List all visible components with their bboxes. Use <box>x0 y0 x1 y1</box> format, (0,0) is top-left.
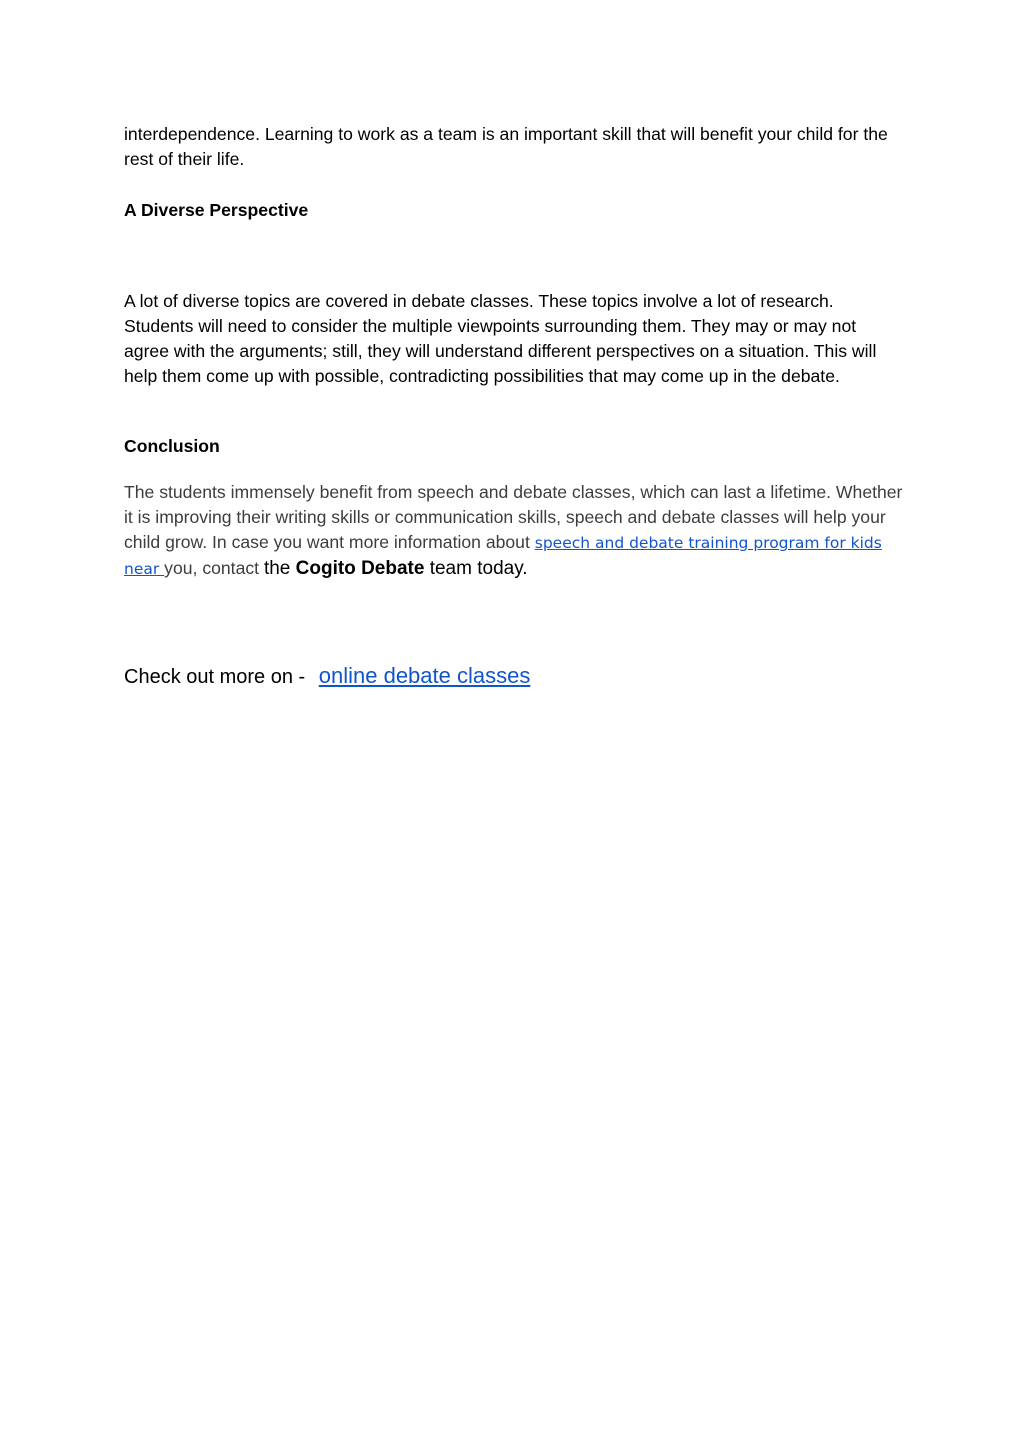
diverse-perspective-paragraph: A lot of diverse topics are covered in debate classes. These topics involve a lot of research. Students will need to consider the multiple viewpoints surrounding them. They may or may not agree with the arguments; still, they will understand different perspectives on a situation. This will help them come up with possible, contradicting possibilities that may come up in the debate. <box>124 291 877 386</box>
checkout-label: Check out more on - <box>124 666 311 688</box>
speech-debate-program-link[interactable]: speech and debate training program for kids near <box>124 534 882 578</box>
intro-paragraph: interdependence. Learning to work as a team is an important skill that will benefit your child for the rest of their life. <box>124 124 888 169</box>
conclusion-contact-phrase <box>264 558 528 579</box>
conclusion-text-contact: you, contact <box>164 558 264 578</box>
diverse-perspective-heading: A Diverse Perspective <box>124 200 309 220</box>
contact-pre-text: the <box>263 558 296 579</box>
conclusion-text-start: The students immensely benefit from speech and debate classes, which can last a lifetime. Whether it is improving their writing skills or communication skills, speech and debate classes will help your child grow. In case you want more information about <box>124 482 903 552</box>
conclusion-heading: Conclusion <box>124 436 220 456</box>
conclusion-paragraph <box>124 480 904 582</box>
brand-name: Cogito Debate <box>295 558 425 579</box>
contact-post-text: team today. <box>424 558 528 579</box>
checkout-line <box>124 662 530 691</box>
online-debate-classes-link[interactable]: online debate classes <box>318 663 531 688</box>
